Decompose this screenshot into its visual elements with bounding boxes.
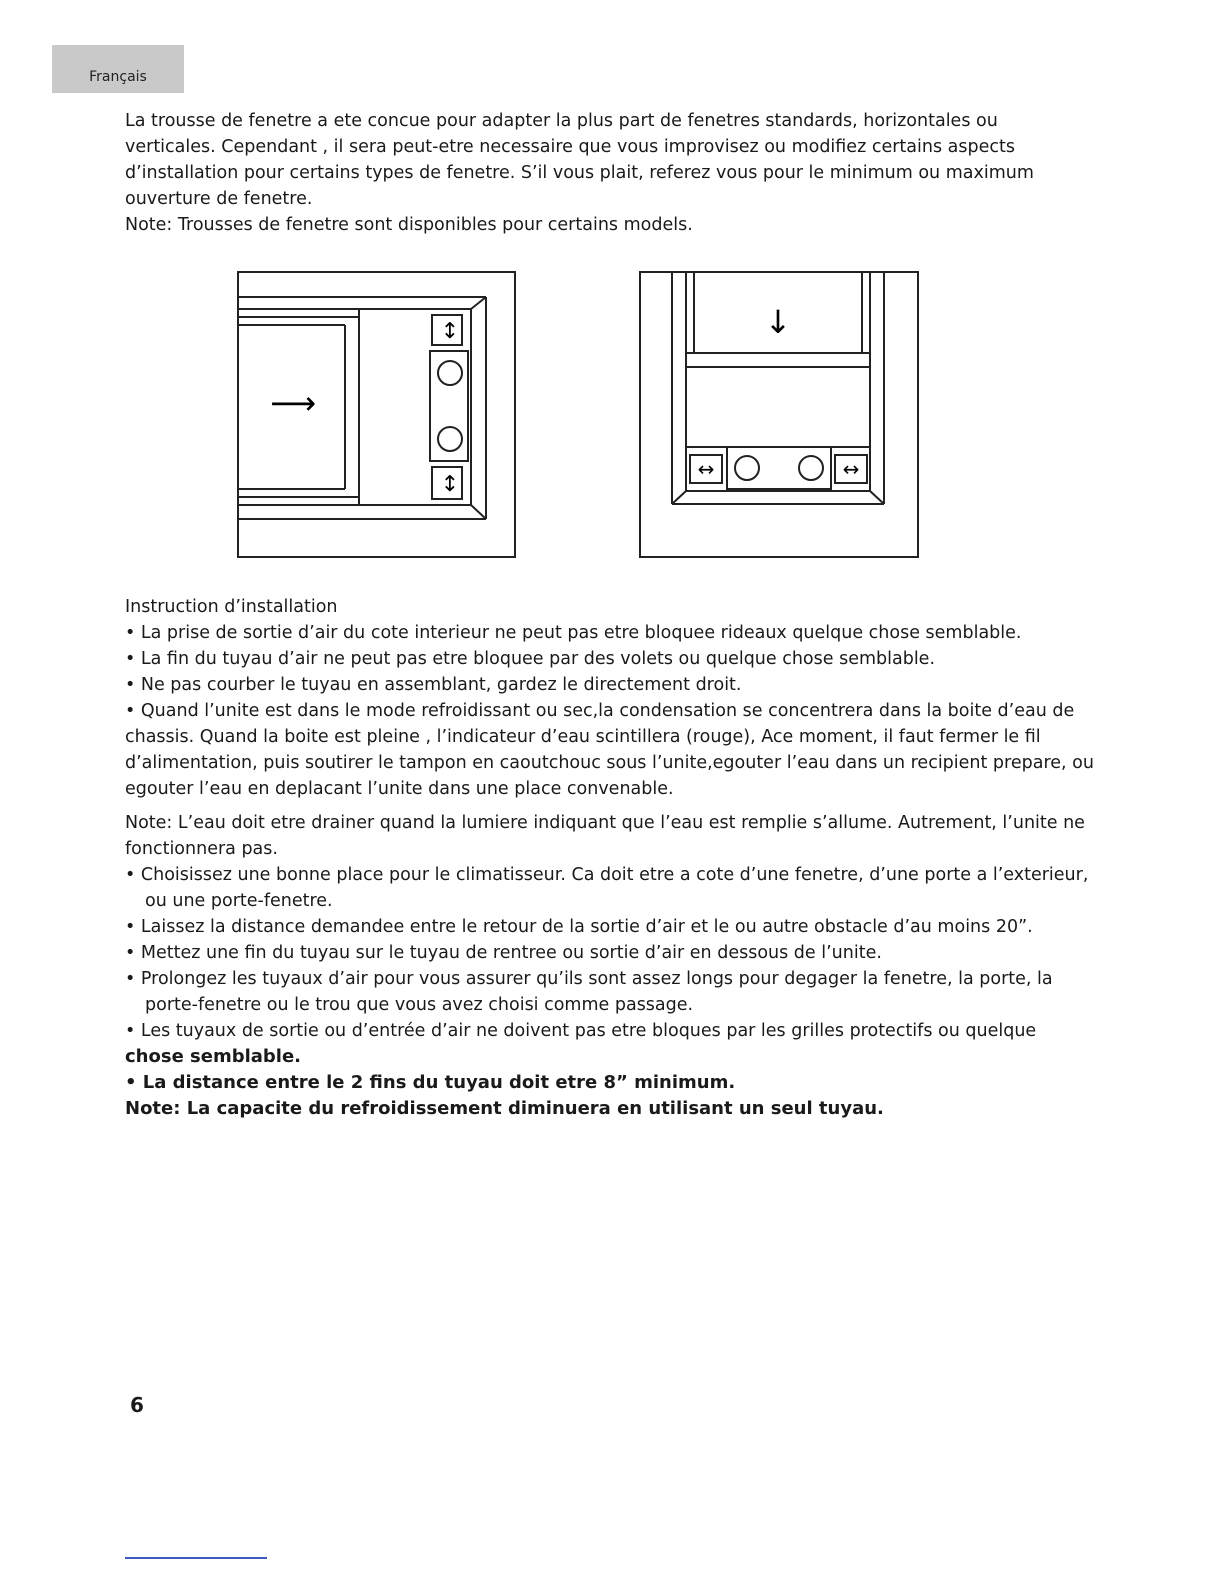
down-arrow-icon: ↓ xyxy=(764,303,792,341)
list-item: • Laissez la distance demandee entre le retour de la sortie d’air et le ou autre obstacle d’au moins 20”. xyxy=(125,917,1033,937)
language-tab-label: Français xyxy=(89,69,147,85)
updown-arrow-icon: ↕ xyxy=(440,319,460,344)
vent-hole-icon xyxy=(438,361,462,385)
language-tab xyxy=(52,45,184,93)
intro-note: Note: Trousses de fenetre sont disponibles pour certains models. xyxy=(125,215,693,235)
right-arrow-icon: ⟶ xyxy=(270,384,316,422)
list-item: • Ne pas courber le tuyau en assemblant, gardez le directement droit. xyxy=(125,675,742,695)
page-number: 6 xyxy=(130,1393,144,1417)
installation-heading: Instruction d’installation xyxy=(125,597,338,617)
list-item: • Prolongez les tuyaux d’air pour vous assurer qu’ils sont assez longs pour degager la fenetre, la porte, la porte-fenetre ou le trou que vous avez choisi comme passage. xyxy=(125,969,1053,1015)
vertical-window-diagram xyxy=(639,271,920,559)
leftright-arrow-icon: ↔ xyxy=(842,457,860,481)
list-item-bold-text: chose semblable. xyxy=(125,1046,302,1067)
horizontal-window-diagram xyxy=(237,271,517,559)
cooling-capacity-note: Note: La capacite du refroidissement diminuera en utilisant un seul tuyau. xyxy=(125,1098,884,1119)
vent-hole-icon xyxy=(735,456,759,480)
water-drain-note: Note: L’eau doit etre drainer quand la lumiere indiquant que l’eau est remplie s’allume. Autrement, l’unite ne fonctionnera pas. xyxy=(125,813,1085,859)
list-item: • La fin du tuyau d’air ne peut pas etre bloquee par des volets ou quelque chose semblable. xyxy=(125,649,936,669)
updown-arrow-icon: ↕ xyxy=(440,472,460,497)
installation-section xyxy=(125,594,1100,1122)
hose-distance-bullet: • La distance entre le 2 fins du tuyau doit etre 8” minimum. xyxy=(125,1072,736,1093)
vent-hole-icon xyxy=(438,427,462,451)
list-item-text: • Les tuyaux de sortie ou d’entrée d’air ne doivent pas etre bloques par les grilles protectifs ou quelque xyxy=(125,1021,1037,1041)
leftright-arrow-icon: ↔ xyxy=(697,457,715,481)
list-item xyxy=(125,1018,1100,1070)
vent-hole-icon xyxy=(799,456,823,480)
list-item: • Quand l’unite est dans le mode refroidissant ou sec,la condensation se concentrera dans la boite d’eau de chassis. Quand la boite est pleine , l’indicateur d’eau scintillera (rouge), Ace moment, il faut fermer le fil d’alimentation, puis soutirer le tampon en caoutchouc sous l’unite,egouter l’eau dans un recipient prepare, ou egouter l’eau en deplacant l’unite dans une place convenable. xyxy=(125,701,1094,799)
list-item: • Choisissez une bonne place pour le climatisseur. Ca doit etre a cote d’une fenetre, d’une porte a l’exterieur, ou une porte-fenetre. xyxy=(125,865,1089,911)
intro-paragraph: La trousse de fenetre a ete concue pour adapter la plus part de fenetres standards, horizontales ou verticales. Cependant , il sera peut-etre necessaire que vous improvisez ou modifiez certains aspects d’installation pour certains types de fenetre. S’il vous plait, referez vous pour le minimum ou maximum ouverture de fenetre. xyxy=(125,111,1034,209)
list-item: • Mettez une fin du tuyau sur le tuyau de rentree ou sortie d’air en dessous de l’unite. xyxy=(125,943,882,963)
intro-section xyxy=(125,108,1085,238)
list-item: • La prise de sortie d’air du cote interieur ne peut pas etre bloquee rideaux quelque chose semblable. xyxy=(125,623,1022,643)
footer-rule xyxy=(125,1557,267,1559)
